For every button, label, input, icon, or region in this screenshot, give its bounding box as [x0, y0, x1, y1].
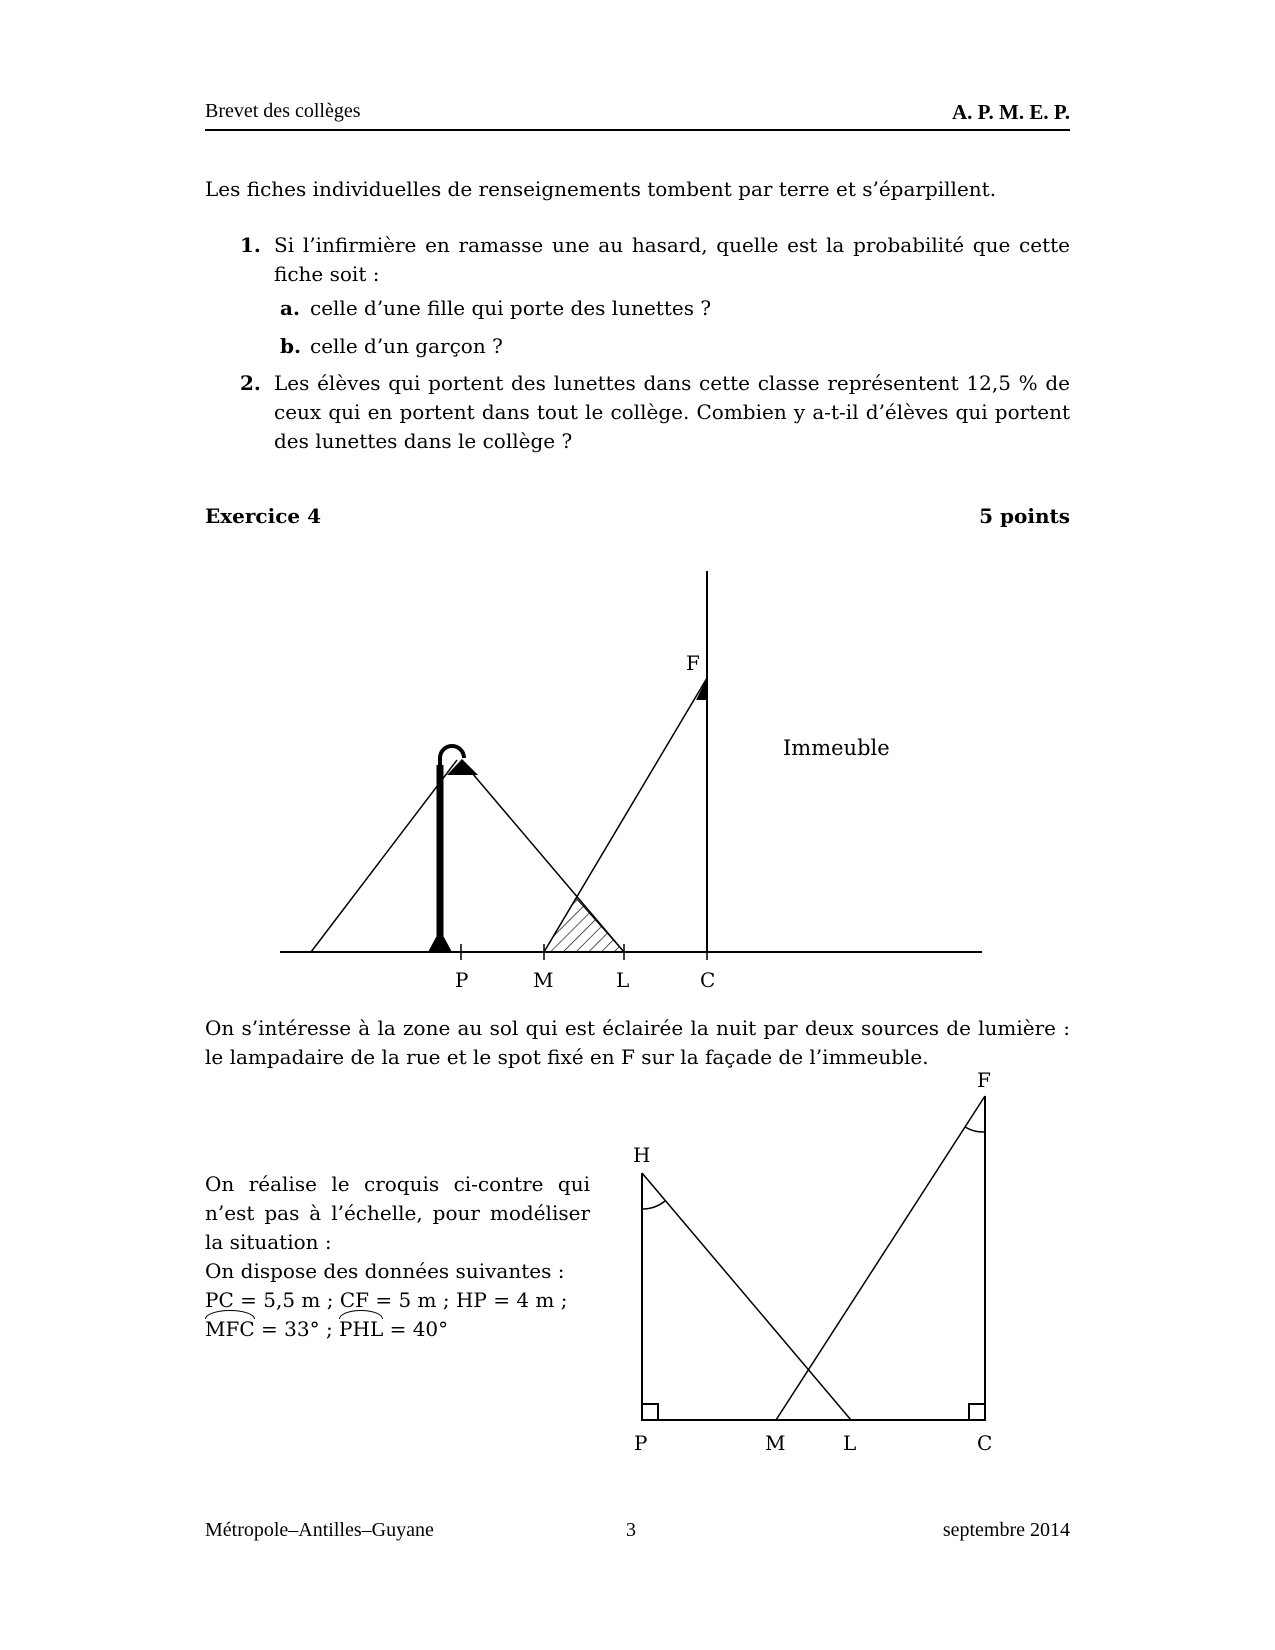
angle-arc-F: [965, 1127, 985, 1132]
question-2-number: 2.: [240, 371, 261, 395]
segment-FM: [776, 1096, 985, 1420]
label-H: H: [633, 1143, 651, 1167]
data-intro: On dispose des données suivantes :: [205, 1259, 565, 1283]
footer-page-number: 3: [626, 1519, 636, 1541]
right-angle-C: [969, 1404, 985, 1420]
context-paragraph: On s’intéresse à la zone au sol qui est éclairée la nuit par deux sources de lumière : le lampadaire de la rue et le spot fixé en F sur la façade de l’immeuble.: [205, 1016, 1070, 1069]
question-1a-label: a.: [280, 296, 300, 320]
sketch-description: On réalise le croquis ci-contre qui n’est pas à l’échelle, pour modéliser la situation :: [205, 1172, 590, 1254]
label-M2: M: [765, 1431, 786, 1455]
angle-MFC-value: = 33° ;: [254, 1317, 340, 1341]
header-title: Brevet des collèges: [205, 100, 361, 122]
footer-date: septembre 2014: [942, 1519, 1070, 1541]
question-2-text: Les élèves qui portent des lunettes dans cette classe représentent 12,5 % de ceux qui en portent dans tout le collège. Combien y a-t-il d’élèves qui portent des lunettes dans le collège ?: [274, 371, 1070, 453]
question-1a-text: celle d’une fille qui porte des lunettes ?: [310, 296, 712, 320]
label-P2: P: [634, 1431, 648, 1455]
label-P: P: [455, 968, 469, 992]
label-F2: F: [977, 1068, 991, 1092]
data-lengths: PC = 5,5 m ; CF = 5 m ; HP = 4 m ;: [205, 1288, 568, 1312]
question-1b-text: celle d’un garçon ?: [310, 334, 503, 358]
label-M: M: [533, 968, 554, 992]
intro-text: Les fiches individuelles de renseignements tombent par terre et s’éparpillent.: [205, 177, 997, 201]
question-1b-label: b.: [280, 334, 301, 358]
angle-PHL-name: PHL: [339, 1315, 383, 1344]
exercise-points: 5 points: [979, 504, 1070, 528]
label-building: Immeuble: [783, 736, 890, 760]
angle-MFC-name: MFC: [205, 1315, 255, 1344]
label-F: F: [686, 651, 700, 675]
angle-arc-H: [642, 1201, 665, 1209]
right-angle-P: [642, 1404, 658, 1420]
question-1-number: 1.: [240, 233, 261, 257]
angle-PHL-value: = 40°: [383, 1317, 449, 1341]
segment-HL: [642, 1173, 851, 1420]
question-1-text: Si l’infirmière en ramasse une au hasard, quelle est la probabilité que cette fiche soit :: [274, 233, 1070, 286]
header-association: A. P. M. E. P.: [951, 100, 1070, 124]
label-L: L: [616, 968, 630, 992]
footer-location: Métropole–Antilles–Guyane: [205, 1519, 434, 1541]
label-C: C: [700, 968, 716, 992]
label-C2: C: [977, 1431, 993, 1455]
exercise-title: Exercice 4: [205, 504, 321, 528]
label-L2: L: [843, 1431, 857, 1455]
